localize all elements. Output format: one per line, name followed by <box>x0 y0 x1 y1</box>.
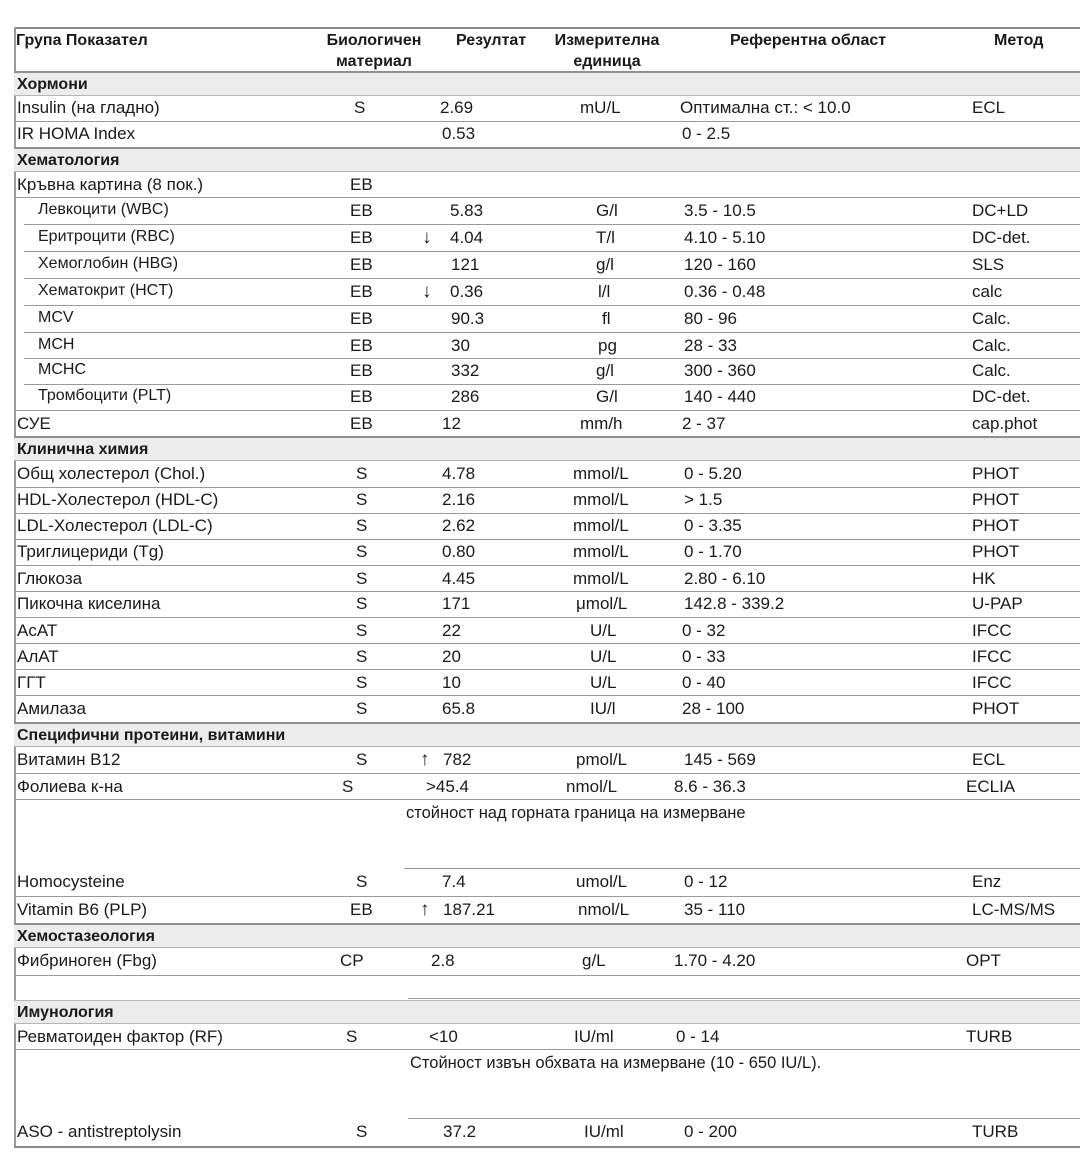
row-method: calc <box>972 282 1003 301</box>
row-unit: g/l <box>596 255 614 274</box>
row-result: 4.45 <box>442 569 476 588</box>
row-method: HK <box>972 569 996 588</box>
row-material: EB <box>350 201 373 220</box>
row-result: 2.16 <box>442 490 476 509</box>
row-result: 187.21 <box>443 900 495 919</box>
row-reference: 0.36 - 0.48 <box>684 282 766 301</box>
row-unit: IU/ml <box>574 1027 614 1046</box>
low-flag-arrow-icon: ↓ <box>422 281 432 302</box>
row-unit: G/l <box>596 201 618 220</box>
section-immunology-title: Имунология <box>17 1004 114 1021</box>
row-method: U-PAP <box>972 594 1023 613</box>
row-reference: 4.10 - 5.10 <box>684 228 766 247</box>
row-result: 22 <box>442 621 461 640</box>
row-reference: 0 - 12 <box>684 872 728 891</box>
row-method: IFCC <box>972 621 1012 640</box>
row-unit: mU/L <box>580 98 621 117</box>
row-method: Calc. <box>972 309 1011 328</box>
row-reference: 300 - 360 <box>684 361 756 380</box>
row-reference: 28 - 100 <box>682 699 745 718</box>
row-reference: 28 - 33 <box>684 336 737 355</box>
row-reference: 3.5 - 10.5 <box>684 201 756 220</box>
header-reference: Референтна област <box>730 32 887 49</box>
row-material: S <box>356 490 368 509</box>
row-name: Общ холестерол (Chol.) <box>17 464 206 483</box>
row-result: 286 <box>451 387 480 406</box>
header-method: Метод <box>994 32 1044 49</box>
row-reference: 1.70 - 4.20 <box>674 951 756 970</box>
section-hematology-title: Хематология <box>17 152 120 169</box>
row-unit: mmol/L <box>573 464 629 483</box>
row-material: EB <box>350 387 373 406</box>
row-unit: umol/L <box>576 872 628 891</box>
row-method: cap.phot <box>972 414 1038 433</box>
row-name: IR HOMA Index <box>17 124 136 143</box>
row-unit: U/L <box>590 647 617 666</box>
row-material: S <box>346 1027 358 1046</box>
row-result: 4.78 <box>442 464 476 483</box>
row-method: Enz <box>972 872 1002 891</box>
row-unit: μmol/L <box>576 594 628 613</box>
row-method: ECLIA <box>966 777 1016 796</box>
row-method: PHOT <box>972 516 1020 535</box>
row-material: S <box>356 699 368 718</box>
row-material: EB <box>350 361 373 380</box>
row-method: PHOT <box>972 464 1020 483</box>
row-material: EB <box>350 255 373 274</box>
header-material <box>318 30 430 72</box>
row-name: Фолиева к-на <box>17 777 123 796</box>
row-reference: 8.6 - 36.3 <box>674 777 746 796</box>
row-name: Хемоглобин (HBG) <box>38 255 179 272</box>
row-name: Vitamin B6 (PLP) <box>17 900 148 919</box>
row-reference: 0 - 5.20 <box>684 464 742 483</box>
row-name: Фибриноген (Fbg) <box>17 951 157 970</box>
row-method: SLS <box>972 255 1005 274</box>
row-material: S <box>356 673 368 692</box>
row-reference: 0 - 200 <box>684 1122 737 1141</box>
high-flag-arrow-icon: ↑ <box>420 749 430 770</box>
row-method: IFCC <box>972 673 1012 692</box>
row-name: Еритроцити (RBC) <box>38 228 175 245</box>
row-method: IFCC <box>972 647 1012 666</box>
rf-note: Стойност извън обхвата на измерване (10 - 650 IU/L). <box>410 1054 822 1072</box>
section-hormones <box>14 71 1080 96</box>
row-material: EB <box>350 336 373 355</box>
row-name: АсАТ <box>17 621 58 640</box>
section-hemostasis-title: Хемостазеология <box>17 928 155 945</box>
row-name: ASO - antistreptolysin <box>17 1122 182 1141</box>
row-result: 12 <box>442 414 461 433</box>
section-proteins-vitamins-title: Специфични протеини, витамини <box>17 727 286 744</box>
row-result: 2.69 <box>440 98 474 117</box>
row-unit: pmol/L <box>576 750 628 769</box>
row-material: S <box>356 542 368 561</box>
row-result: 0.53 <box>442 124 476 143</box>
row-unit: U/L <box>590 673 617 692</box>
row-material: S <box>342 777 354 796</box>
row-unit: g/L <box>582 951 606 970</box>
row-reference: 35 - 110 <box>684 900 746 919</box>
row-result: 65.8 <box>442 699 476 718</box>
section-proteins-vitamins <box>14 722 1080 747</box>
row-name: Глюкоза <box>17 569 83 588</box>
row-material: S <box>356 569 368 588</box>
row-reference: 0 - 33 <box>682 647 726 666</box>
high-flag-arrow-icon: ↑ <box>420 899 430 920</box>
section-hormones-title: Хормони <box>17 76 88 93</box>
row-method: Calc. <box>972 361 1011 380</box>
folate-note: стойност над горната граница на измерване <box>406 804 746 822</box>
row-name: Левкоцити (WBC) <box>38 201 169 218</box>
header-unit <box>546 30 668 72</box>
header-result: Резултат <box>456 32 527 49</box>
section-hemostasis <box>14 923 1080 948</box>
row-name: Insulin (на гладно) <box>17 98 160 117</box>
row-method: DC+LD <box>972 201 1029 220</box>
row-result: 332 <box>451 361 480 380</box>
row-reference: 145 - 569 <box>684 750 756 769</box>
row-unit: mmol/L <box>573 569 629 588</box>
row-unit: G/l <box>596 387 618 406</box>
low-flag-arrow-icon: ↓ <box>422 227 432 248</box>
row-name: HDL-Холестерол (HDL-C) <box>17 490 219 509</box>
row-name: LDL-Холестерол (LDL-C) <box>17 516 213 535</box>
row-material: EB <box>350 309 373 328</box>
header-group: Група Показател <box>16 32 148 49</box>
row-reference: 80 - 96 <box>684 309 737 328</box>
row-result: 782 <box>443 750 472 769</box>
row-material: EB <box>350 900 373 919</box>
row-result: 7.4 <box>442 872 466 891</box>
row-material: S <box>356 594 368 613</box>
row-material: S <box>354 98 366 117</box>
row-name: Амилаза <box>17 699 86 718</box>
row-unit: l/l <box>598 282 611 301</box>
row-name: Кръвна картина (8 пок.) <box>17 175 204 194</box>
row-material: S <box>356 1122 368 1141</box>
row-method: ECL <box>972 98 1006 117</box>
row-method: DC-det. <box>972 387 1031 406</box>
row-reference: 2 - 37 <box>682 414 726 433</box>
section-hematology <box>14 147 1080 172</box>
section-clinical-chemistry <box>14 436 1080 461</box>
header-unit-line1: Измерителна <box>554 32 660 49</box>
row-material: CP <box>340 951 364 970</box>
section-clinical-chemistry-title: Клинична химия <box>17 441 149 458</box>
row-unit: U/L <box>590 621 617 640</box>
row-reference: 0 - 40 <box>682 673 726 692</box>
row-unit: fl <box>602 309 611 328</box>
row-method: TURB <box>972 1122 1019 1141</box>
row-unit: IU/ml <box>584 1122 624 1141</box>
row-reference: Оптимална ст.: < 10.0 <box>680 98 851 117</box>
row-unit: mmol/L <box>573 516 629 535</box>
row-name: MCHC <box>38 361 86 378</box>
row-name: ГГТ <box>17 673 46 692</box>
row-unit: g/l <box>596 361 614 380</box>
row-reference: 0 - 14 <box>676 1027 720 1046</box>
row-material: S <box>356 647 368 666</box>
row-method: PHOT <box>972 490 1020 509</box>
row-material: EB <box>350 175 373 194</box>
row-unit: IU/l <box>590 699 616 718</box>
row-reference: 0 - 1.70 <box>684 542 742 561</box>
row-material: S <box>356 516 368 535</box>
row-result: 2.8 <box>431 951 455 970</box>
row-name: Homocysteine <box>17 872 125 891</box>
row-method: DC-det. <box>972 228 1031 247</box>
header-material-line1: Биологичен <box>326 32 422 49</box>
row-method: ECL <box>972 750 1006 769</box>
row-name: Тромбоцити (PLT) <box>38 387 172 404</box>
row-reference: 0 - 2.5 <box>682 124 731 143</box>
row-name: Хематокрит (HCT) <box>38 282 174 299</box>
row-result: 5.83 <box>450 201 484 220</box>
row-name: Ревматоиден фактор (RF) <box>17 1027 223 1046</box>
header-unit-line2: единица <box>573 53 641 70</box>
row-name: Витамин B12 <box>17 750 121 769</box>
row-material: S <box>356 750 368 769</box>
row-result: 121 <box>451 255 480 274</box>
row-reference: 0 - 32 <box>682 621 726 640</box>
row-name: Пикочна киселина <box>17 594 161 613</box>
row-result: 2.62 <box>442 516 476 535</box>
row-result: 20 <box>442 647 461 666</box>
header-material-line2: материал <box>336 53 412 70</box>
row-name: MCV <box>38 309 74 326</box>
row-result: 4.04 <box>450 228 484 247</box>
row-result: 37.2 <box>443 1122 477 1141</box>
row-result: 10 <box>442 673 461 692</box>
row-reference: 140 - 440 <box>684 387 756 406</box>
row-name: Триглицериди (Tg) <box>17 542 164 561</box>
row-method: LC-MS/MS <box>972 900 1056 919</box>
row-method: TURB <box>966 1027 1013 1046</box>
row-reference: 2.80 - 6.10 <box>684 569 766 588</box>
row-material: S <box>356 621 368 640</box>
row-unit: nmol/L <box>578 900 630 919</box>
row-method: OPT <box>966 951 1001 970</box>
row-material: S <box>356 464 368 483</box>
row-result: >45.4 <box>426 777 470 796</box>
row-unit: pg <box>598 336 617 355</box>
row-unit: T/l <box>596 228 615 247</box>
row-unit: mmol/L <box>573 542 629 561</box>
row-method: PHOT <box>972 542 1020 561</box>
row-name: АлАТ <box>17 647 59 666</box>
row-reference: 120 - 160 <box>684 255 756 274</box>
row-unit: mmol/L <box>573 490 629 509</box>
row-result: 30 <box>451 336 470 355</box>
row-name: MCH <box>38 336 75 353</box>
row-reference: > 1.5 <box>684 490 723 509</box>
row-result: <10 <box>429 1027 458 1046</box>
row-material: EB <box>350 228 373 247</box>
row-method: PHOT <box>972 699 1020 718</box>
row-result: 90.3 <box>451 309 485 328</box>
section-immunology <box>14 1000 1080 1024</box>
row-material: S <box>356 872 368 891</box>
row-result: 0.80 <box>442 542 476 561</box>
row-name: СУЕ <box>17 414 51 433</box>
row-unit: nmol/L <box>566 777 618 796</box>
row-material: EB <box>350 282 373 301</box>
row-result: 171 <box>442 594 471 613</box>
row-material: EB <box>350 414 373 433</box>
row-reference: 0 - 3.35 <box>684 516 742 535</box>
row-reference: 142.8 - 339.2 <box>684 594 785 613</box>
row-result: 0.36 <box>450 282 484 301</box>
row-method: Calc. <box>972 336 1011 355</box>
row-unit: mm/h <box>580 414 623 433</box>
